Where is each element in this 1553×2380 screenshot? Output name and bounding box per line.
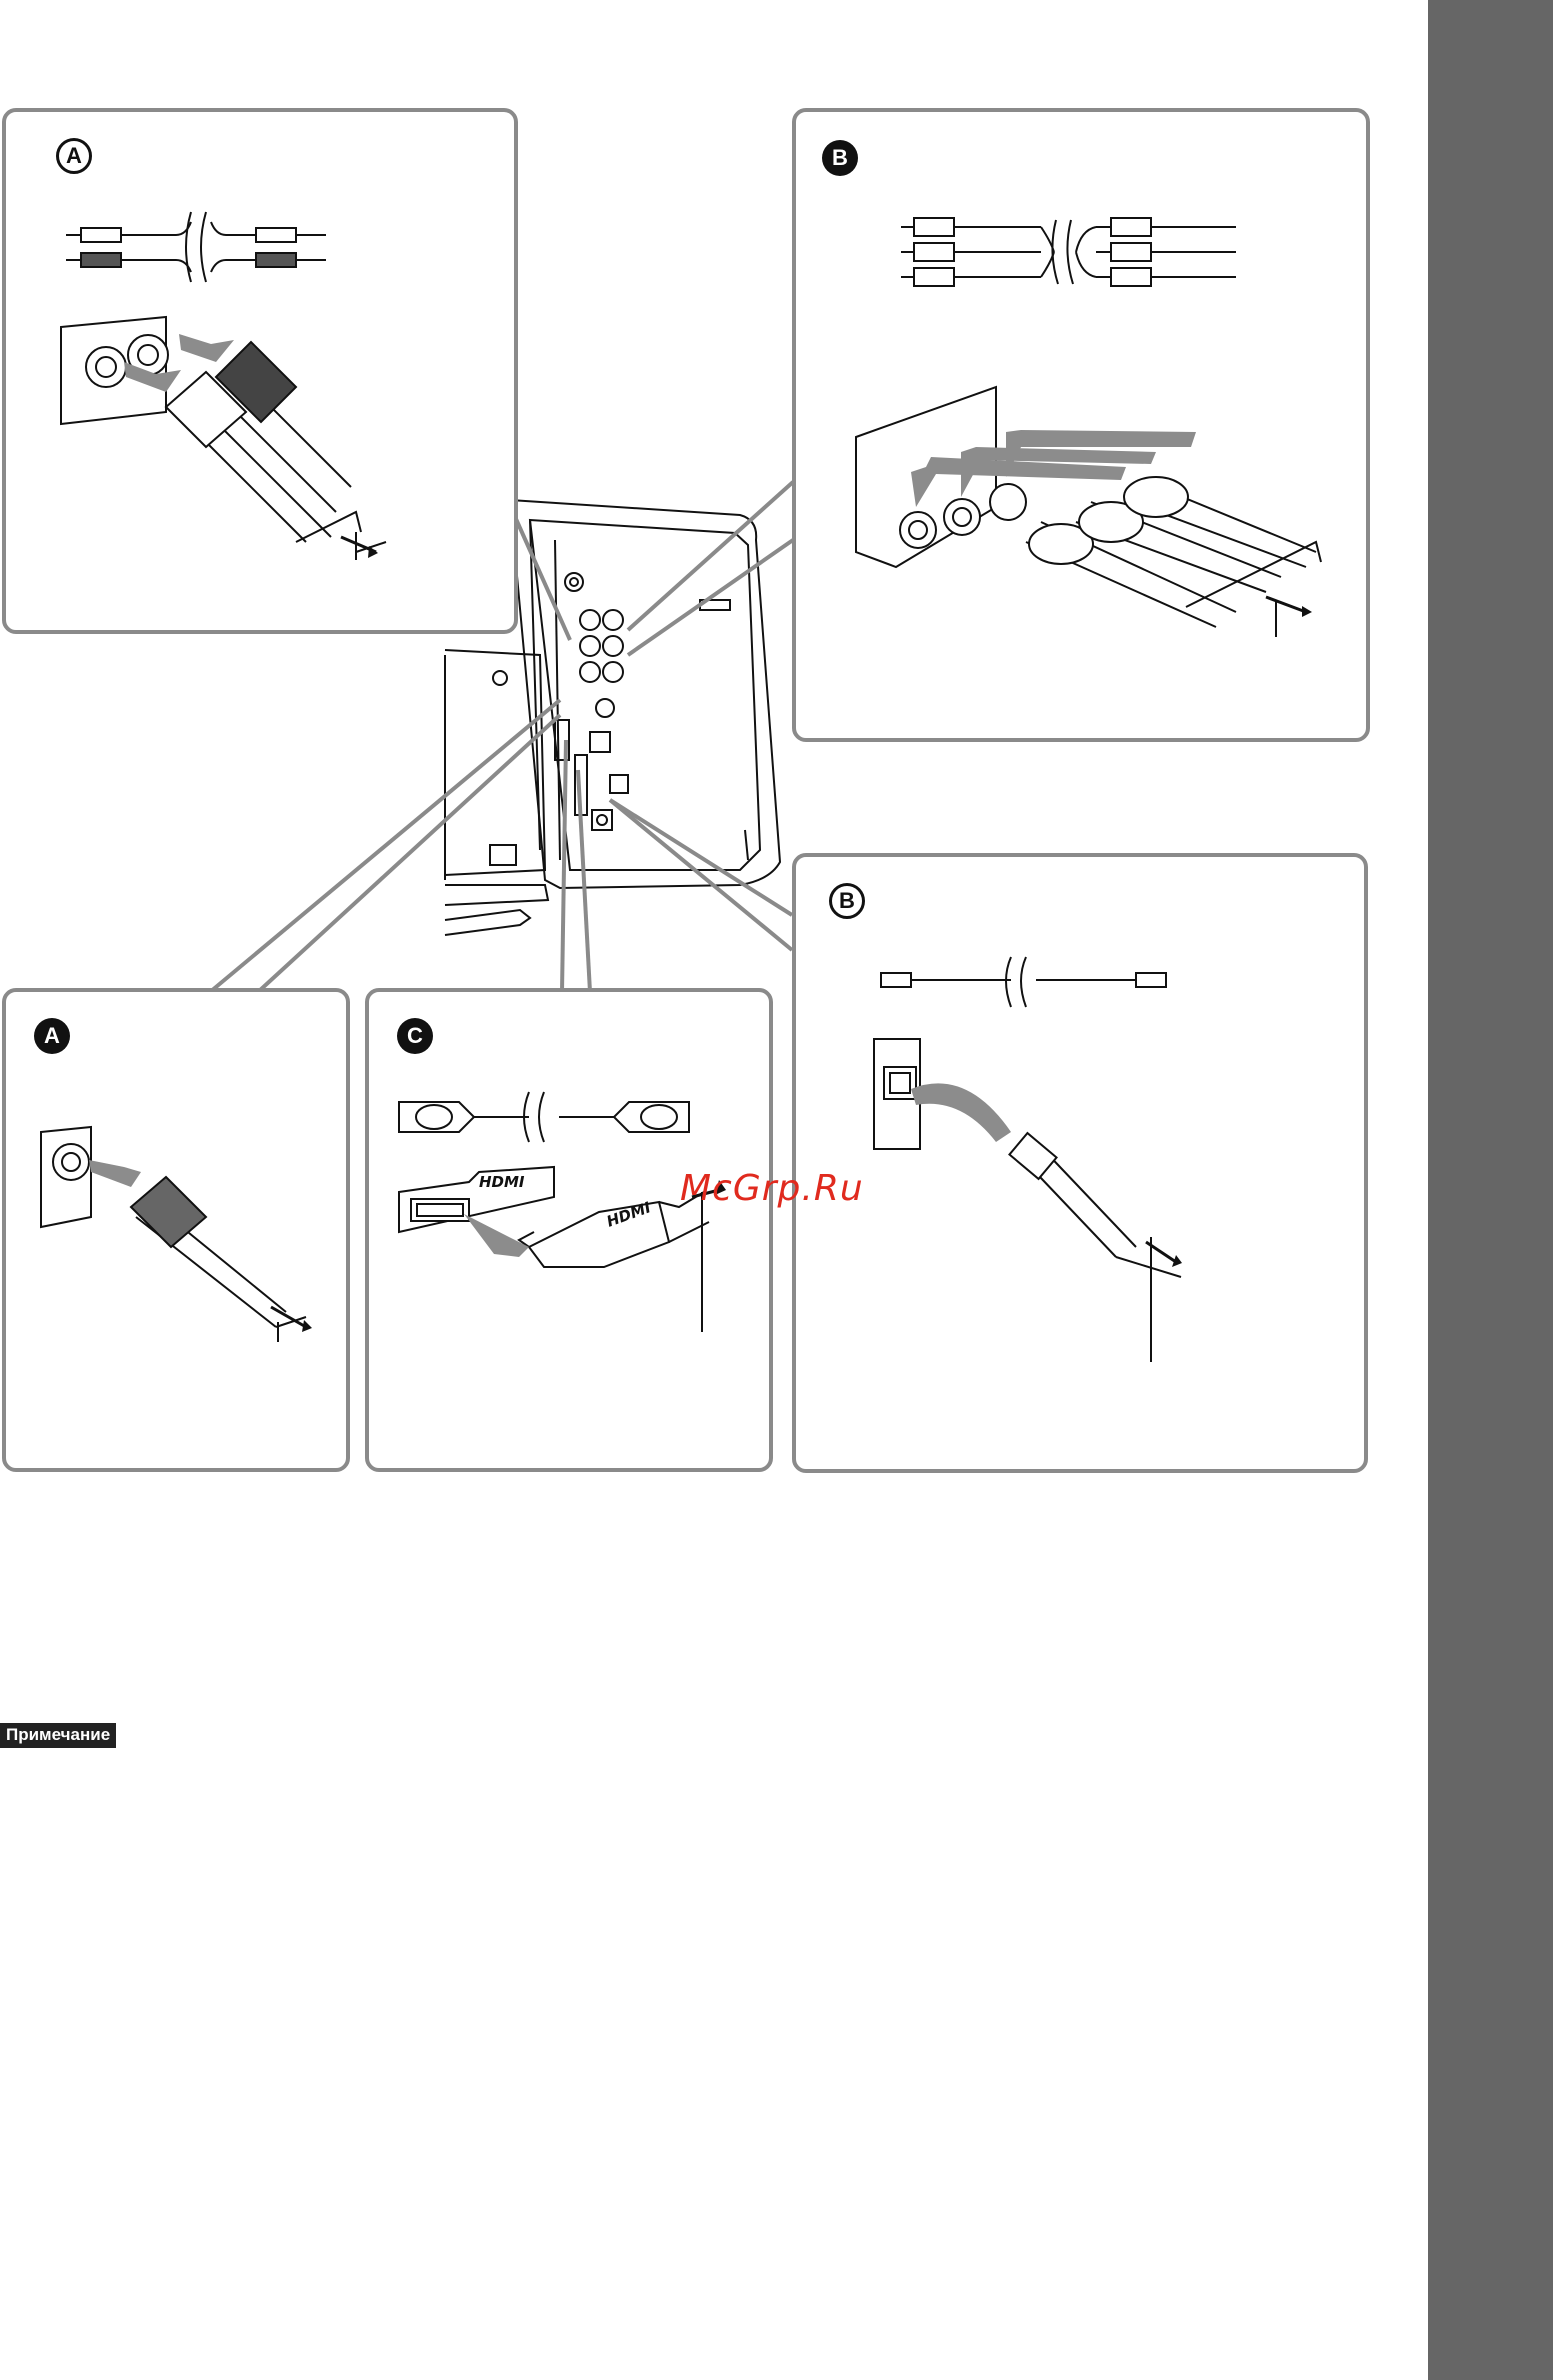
coaxial-cable-illustration — [6, 992, 350, 1472]
panel-a-audio-top — [2, 108, 518, 634]
label-b: B — [822, 140, 858, 176]
panel-a-coaxial — [2, 988, 350, 1472]
panel-c-hdmi — [365, 988, 773, 1472]
optical-cable-illustration — [796, 857, 1368, 1473]
panel-b-optical — [792, 853, 1368, 1473]
note-label: Примечание — [0, 1723, 116, 1748]
watermark: McGrp.Ru — [680, 1168, 864, 1209]
component-video-cable-illustration — [796, 112, 1370, 742]
panel-b-component-video — [792, 108, 1370, 742]
label-c: C — [397, 1018, 433, 1054]
label-a: A — [34, 1018, 70, 1054]
hdmi-port-text: HDMI — [479, 1173, 525, 1191]
stereo-audio-cable-illustration — [6, 112, 518, 634]
label-a: A — [56, 138, 92, 174]
hdmi-plug-text: HDMI — [604, 1198, 654, 1231]
label-b: B — [829, 883, 865, 919]
hdmi-cable-illustration — [369, 992, 773, 1472]
